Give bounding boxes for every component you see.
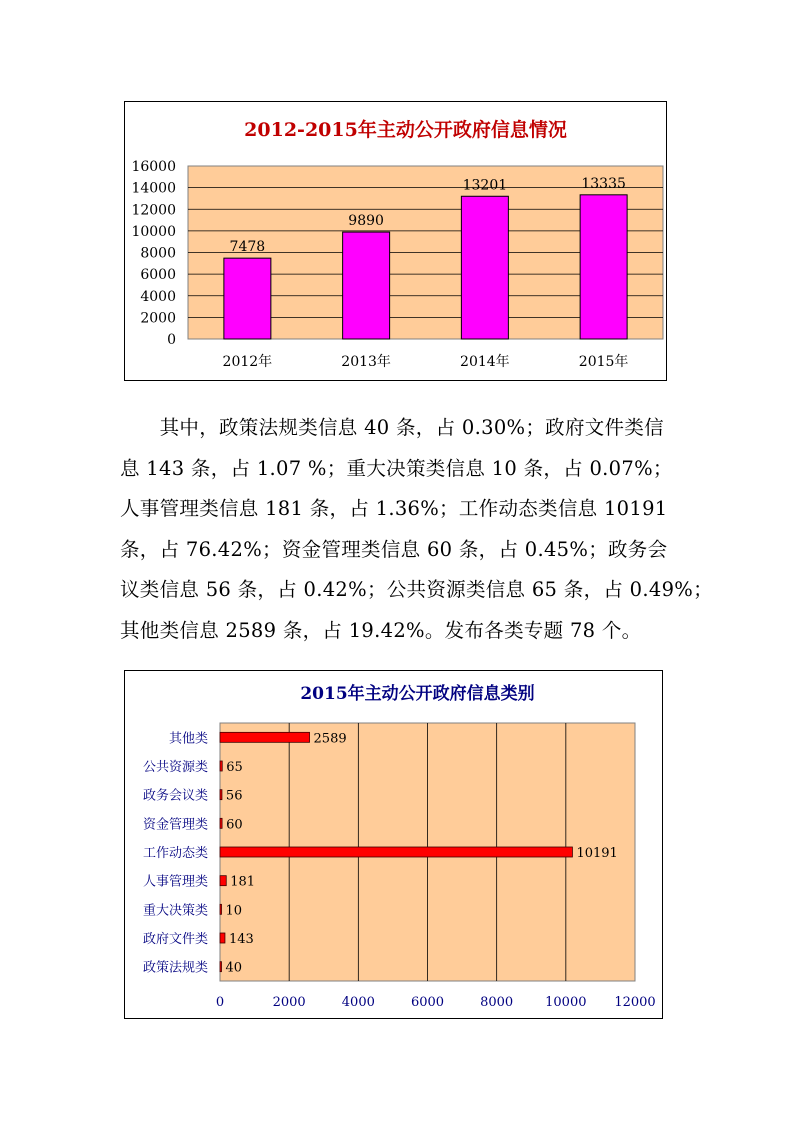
paragraph-line: 条，占 76.42%；资金管理类信息 60 条，占 0.45%；政务会: [120, 537, 668, 561]
y-tick-label: 政府文件类: [142, 932, 208, 947]
y-tick-label: 重大决策类: [142, 903, 208, 919]
data-label: 10: [225, 903, 243, 919]
data-label: 10191: [576, 846, 618, 861]
summary-paragraph: [120, 408, 713, 651]
data-label: 13201: [462, 177, 508, 194]
x-tick-label: 2000: [272, 995, 306, 1010]
x-tick-label: 12000: [614, 995, 656, 1010]
data-label: 181: [230, 874, 256, 890]
paragraph-line: 其他类信息 2589 条，占 19.42%。发布各类专题 78 个。: [120, 618, 642, 642]
paragraph-line: 议类信息 56 条，占 0.42%；公共资源类信息 65 条，占 0.49%；: [120, 578, 713, 601]
y-tick-label: 政策法规类: [142, 960, 208, 976]
bar: [220, 904, 222, 914]
chart-annual-svg: [125, 102, 668, 382]
data-label: 143: [228, 932, 254, 947]
y-tick-label: 4000: [140, 288, 176, 305]
y-tick-label: 其他类: [168, 731, 208, 747]
data-label: 40: [225, 960, 243, 976]
y-tick-label: 政务会议类: [142, 788, 208, 804]
y-tick-label: 0: [167, 332, 176, 348]
bar: [220, 761, 222, 771]
data-label: 9890: [348, 213, 384, 230]
y-tick-label: 2000: [140, 310, 176, 327]
paragraph-line: 息 143 条，占 1.07 %；重大决策类信息 10 条，占 0.07%；: [120, 456, 673, 480]
chart-annual-disclosure: [124, 101, 667, 381]
x-tick-label: 8000: [480, 995, 514, 1010]
data-label: 65: [226, 760, 243, 775]
y-tick-label: 工作动态类: [142, 846, 208, 861]
y-tick-label: 12000: [131, 202, 176, 219]
bar: [220, 818, 222, 828]
x-tick-label: 4000: [341, 995, 375, 1010]
chart-category-breakdown: [124, 670, 663, 1019]
chart-category-svg: [125, 671, 664, 1020]
x-tick-label: 0: [215, 995, 225, 1010]
data-label: 2589: [313, 731, 347, 747]
x-tick-label: 10000: [545, 995, 587, 1010]
y-tick-label: 人事管理类: [142, 874, 208, 890]
y-tick-label: 公共资源类: [142, 760, 208, 775]
x-tick-label: 2013年: [341, 354, 391, 370]
x-tick-label: 2012年: [222, 354, 273, 370]
y-tick-label: 16000: [131, 159, 176, 175]
bar: [220, 847, 572, 857]
y-tick-label: 6000: [140, 267, 176, 284]
data-label: 60: [226, 817, 243, 833]
chart-title: 2015年主动公开政府信息类别: [300, 684, 535, 704]
paragraph-line: 其中，政策法规类信息 40 条，占 0.30%；政府文件类信: [120, 416, 664, 439]
bar: [343, 232, 390, 339]
x-tick-label: 2014年: [460, 354, 510, 370]
bar: [580, 195, 627, 339]
data-label: 13335: [581, 175, 626, 192]
bar: [220, 933, 225, 943]
bar: [220, 732, 310, 742]
bar: [461, 196, 508, 339]
y-tick-label: 14000: [131, 180, 176, 197]
y-tick-label: 8000: [140, 245, 176, 262]
y-tick-label: 资金管理类: [142, 817, 208, 833]
y-tick-label: 10000: [131, 223, 176, 240]
x-tick-label: 6000: [410, 995, 445, 1010]
paragraph-line: 人事管理类信息 181 条，占 1.36%；工作动态类信息 10191: [120, 497, 668, 520]
bar: [220, 876, 226, 886]
data-label: 7478: [229, 239, 266, 256]
bar: [224, 258, 271, 339]
bar: [220, 790, 222, 800]
data-label: 56: [225, 788, 243, 804]
chart-title: 2012-2015年主动公开政府信息情况: [244, 119, 567, 141]
x-tick-label: 2015年: [578, 354, 629, 370]
bar: [220, 962, 222, 972]
